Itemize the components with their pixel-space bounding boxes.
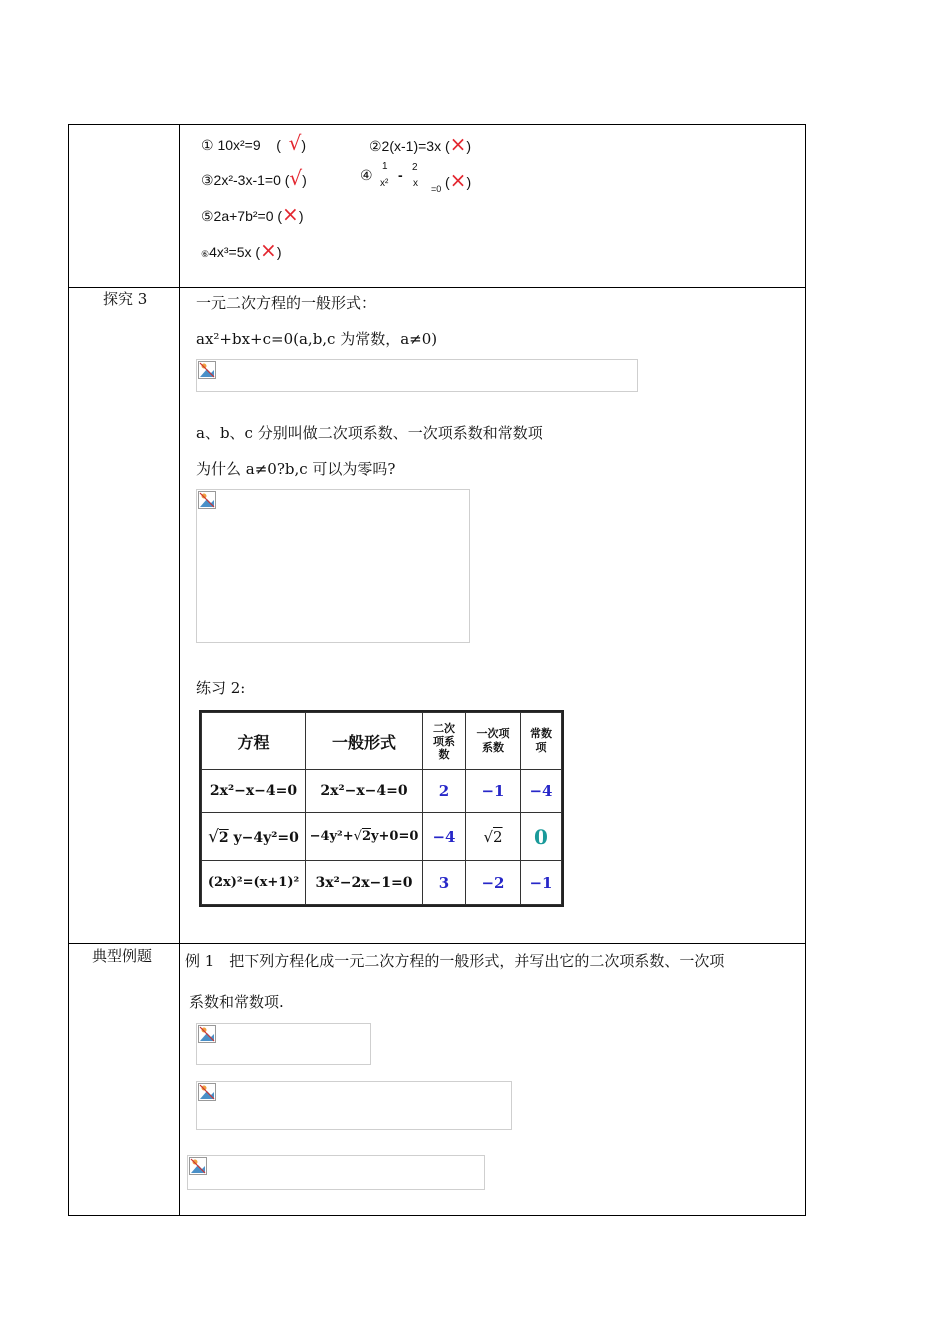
general-form-cell: 3x²−2x−1=0 bbox=[306, 861, 423, 905]
constant-cell: 0 bbox=[521, 813, 562, 861]
table-row bbox=[202, 813, 562, 861]
quadratic-coef-cell: 3 bbox=[423, 861, 466, 905]
cross-mark-icon: × bbox=[449, 168, 467, 192]
constant-cell: −1 bbox=[521, 861, 562, 905]
exercise-table bbox=[201, 712, 562, 905]
equation-cell: (2x)²=(x+1)² bbox=[202, 861, 306, 905]
broken-image-icon bbox=[198, 1025, 216, 1043]
header-linear-coef: 一次项 系数 bbox=[466, 713, 521, 770]
table-row bbox=[202, 861, 562, 905]
why-question: 为什么 a≠0?b,c 可以为零吗? bbox=[196, 460, 396, 478]
equation-cell: 2x²−x−4=0 bbox=[202, 770, 306, 813]
judge-item-1: ① 10x²=9 ( √) bbox=[201, 131, 307, 155]
table-row bbox=[202, 770, 562, 813]
coefficient-description: a、b、c 分别叫做二次项系数、一次项系数和常数项 bbox=[196, 424, 543, 442]
general-form-formula: ax²+bx+c=0(a,b,c 为常数，a≠0) bbox=[196, 330, 438, 348]
linear-coef-cell: −2 bbox=[466, 861, 521, 905]
judge-item-5: ⑤2a+7b²=0 (×) bbox=[201, 202, 304, 226]
header-general-form: 一般形式 bbox=[306, 713, 423, 770]
explanation-image-placeholder bbox=[196, 489, 470, 643]
broken-image-icon bbox=[198, 491, 216, 509]
general-form-cell: −4y²+√2y+0=0 bbox=[306, 813, 423, 861]
constant-cell: −4 bbox=[521, 770, 562, 813]
practice-label: 练习 2: bbox=[196, 679, 246, 697]
example-image-placeholder-1 bbox=[196, 1023, 371, 1065]
broken-image-icon bbox=[198, 361, 216, 379]
judge-item-6: ⑥4x³=5x (×) bbox=[201, 238, 282, 262]
check-mark-icon: √ bbox=[288, 131, 302, 155]
example-image-placeholder-2 bbox=[196, 1081, 512, 1130]
quadratic-coef-cell: 2 bbox=[423, 770, 466, 813]
header-equation: 方程 bbox=[202, 713, 306, 770]
header-quadratic-coef: 二次 项系 数 bbox=[423, 713, 466, 770]
cross-mark-icon: × bbox=[282, 202, 299, 226]
equation-cell: √2 y−4y²=0 bbox=[202, 813, 306, 861]
cross-mark-icon: × bbox=[449, 132, 467, 156]
example1-line1: 例 1 把下列方程化成一元二次方程的一般形式，并写出它的二次项系数、一次项 bbox=[185, 952, 725, 970]
section-header-examples: 典型例题 bbox=[92, 947, 153, 965]
broken-image-icon bbox=[189, 1157, 207, 1175]
linear-coef-cell: √2 bbox=[466, 813, 521, 861]
cross-mark-icon: × bbox=[260, 238, 277, 262]
section-header-explore3: 探究 3 bbox=[103, 290, 148, 308]
row-divider-2 bbox=[68, 943, 806, 944]
example1-line2: 系数和常数项. bbox=[189, 993, 284, 1011]
example-image-placeholder-3 bbox=[187, 1155, 485, 1190]
exercise-header-row bbox=[202, 713, 562, 770]
row-divider-1 bbox=[68, 287, 806, 288]
quadratic-coef-cell: −4 bbox=[423, 813, 466, 861]
general-form-cell: 2x²−x−4=0 bbox=[306, 770, 423, 813]
header-constant: 常数 项 bbox=[521, 713, 562, 770]
judge-item-2: ②2(x-1)=3x (×) bbox=[369, 132, 472, 156]
general-form-title: 一元二次方程的一般形式： bbox=[196, 294, 377, 312]
broken-image-icon bbox=[198, 1083, 216, 1101]
linear-coef-cell: −1 bbox=[466, 770, 521, 813]
formula-image-placeholder bbox=[196, 359, 638, 392]
judge-item-3: ③2x²-3x-1=0 (√) bbox=[201, 166, 307, 190]
check-mark-icon: √ bbox=[289, 166, 303, 190]
